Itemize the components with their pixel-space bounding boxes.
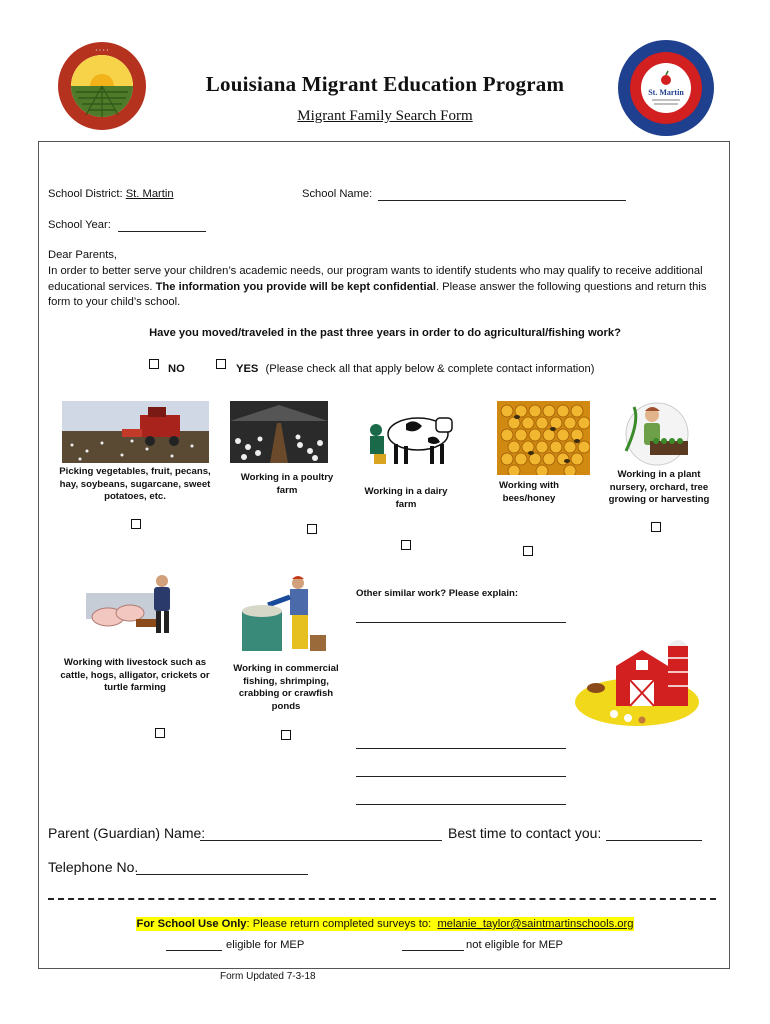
telephone-field[interactable] bbox=[136, 874, 308, 875]
cut-line bbox=[48, 898, 716, 900]
yes-row bbox=[236, 363, 594, 375]
school-use-row bbox=[0, 918, 770, 930]
intro-text-1: In order to better serve your children’s academic needs, our program wants to identify students who may qualify to receive additional educational services. bbox=[48, 265, 703, 293]
other-work-line-3[interactable] bbox=[356, 776, 566, 777]
school-name-label: School Name: bbox=[302, 188, 373, 200]
school-year-field[interactable] bbox=[118, 231, 206, 232]
school-name-field[interactable] bbox=[378, 200, 626, 201]
eligible-label: eligible for MEP bbox=[226, 939, 305, 951]
school-use-note: : Please return completed surveys to: bbox=[246, 918, 432, 930]
not-eligible-field[interactable] bbox=[402, 950, 464, 951]
poultry-house-icon bbox=[230, 401, 328, 463]
school-district-label: School District: bbox=[48, 188, 123, 200]
school-district-row bbox=[48, 188, 174, 200]
caption-picking: Picking vegetables, fruit, pecans, hay, soybeans, sugarcane, sweet potatoes, etc. bbox=[59, 466, 211, 502]
parent-name-label: Parent (Guardian) Name: bbox=[48, 825, 206, 841]
best-time-label: Best time to contact you: bbox=[448, 825, 602, 841]
parent-name-field[interactable] bbox=[200, 840, 442, 841]
school-year-label: School Year: bbox=[48, 219, 111, 231]
caption-bees: Working with bees/honey bbox=[498, 480, 560, 504]
dairy-cow-icon bbox=[356, 404, 458, 468]
barn-icon bbox=[572, 636, 702, 728]
other-work-line-1[interactable] bbox=[356, 622, 566, 623]
harvester-icon bbox=[62, 401, 209, 463]
caption-poultry: Working in a poultry farm bbox=[240, 472, 334, 496]
greeting: Dear Parents, bbox=[48, 249, 118, 261]
checkbox-fishing[interactable] bbox=[281, 730, 291, 740]
intro-text-2: . Please answer the following questions and return this form to your child’s school. bbox=[48, 280, 707, 309]
caption-livestock: Working with livestock such as cattle, hogs, alligator, crickets or turtle farming bbox=[60, 657, 210, 693]
svg-text:St. Martin: St. Martin bbox=[648, 88, 684, 97]
intro-confidential: The information you provide will be kept confidential bbox=[155, 280, 436, 293]
telephone-label: Telephone No. bbox=[48, 859, 139, 875]
school-district-value: St. Martin bbox=[125, 188, 174, 200]
yes-note: (Please check all that apply below & complete contact information) bbox=[265, 363, 595, 375]
no-checkbox[interactable] bbox=[149, 359, 159, 369]
school-use-highlight bbox=[136, 917, 635, 931]
caption-nursery: Working in a plant nursery, orchard, tree growing or harvesting bbox=[608, 469, 710, 505]
hog-farmer-icon bbox=[86, 573, 184, 637]
honeycomb-icon bbox=[497, 401, 590, 475]
yes-label: YES bbox=[236, 363, 259, 375]
form-updated: Form Updated 7-3-18 bbox=[220, 971, 316, 982]
caption-dairy: Working in a dairy farm bbox=[364, 486, 448, 510]
best-time-field[interactable] bbox=[606, 840, 702, 841]
page-subtitle: Migrant Family Search Form bbox=[297, 108, 473, 124]
checkbox-dairy[interactable] bbox=[401, 540, 411, 550]
checkbox-livestock[interactable] bbox=[155, 728, 165, 738]
no-label: NO bbox=[168, 363, 185, 375]
question-text: Have you moved/traveled in the past three years in order to do agricultural/fishing work? bbox=[149, 327, 621, 339]
page-title: Louisiana Migrant Education Program bbox=[205, 72, 565, 96]
school-use-email[interactable]: melanie_taylor@saintmartinschools.org bbox=[437, 918, 634, 930]
other-work-line-4[interactable] bbox=[356, 804, 566, 805]
not-eligible-label: not eligible for MEP bbox=[466, 939, 564, 951]
other-work-line-2[interactable] bbox=[356, 748, 566, 749]
caption-fishing: Working in commercial fishing, shrimping, crabbing or crawfish ponds bbox=[233, 663, 339, 712]
svg-text:· · · ·: · · · · bbox=[95, 48, 109, 54]
intro-paragraph bbox=[48, 264, 724, 311]
other-work-label: Other similar work? Please explain: bbox=[356, 588, 519, 599]
fisherman-icon bbox=[238, 575, 328, 655]
checkbox-picking[interactable] bbox=[131, 519, 141, 529]
checkbox-nursery[interactable] bbox=[651, 522, 661, 532]
checkbox-bees[interactable] bbox=[523, 546, 533, 556]
nursery-worker-icon bbox=[620, 401, 694, 467]
checkbox-poultry[interactable] bbox=[307, 524, 317, 534]
yes-checkbox[interactable] bbox=[216, 359, 226, 369]
school-use-label: For School Use Only bbox=[136, 918, 247, 930]
eligible-field[interactable] bbox=[166, 950, 222, 951]
